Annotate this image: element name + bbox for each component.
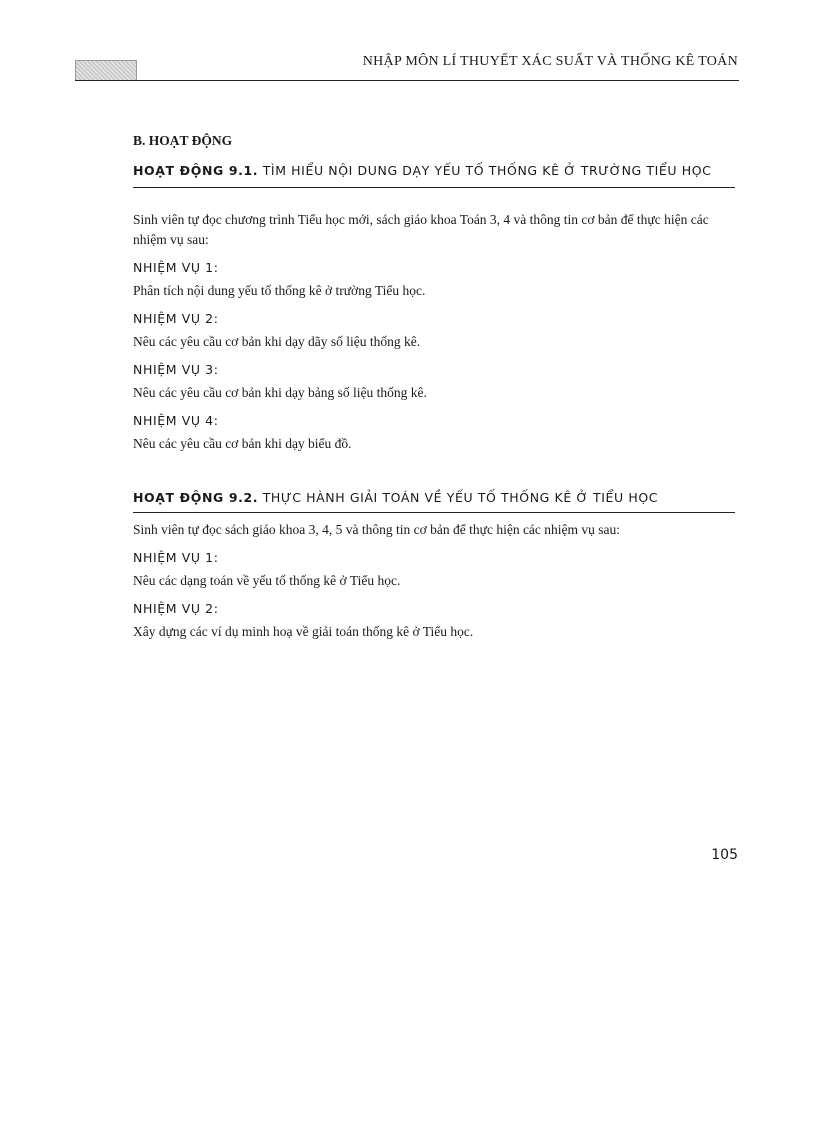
task-text: Nêu các yêu cầu cơ bản khi dạy dãy số liệu thống kê. — [133, 334, 421, 349]
task-label: NHIỆM VỤ 2: — [133, 311, 219, 326]
activity-intro-1: Sinh viên tự đọc chương trình Tiểu học mới, sách giáo khoa Toán 3, 4 và thông tin cơ bản để thực hiện các nhiệm vụ sau: — [133, 212, 709, 247]
task-label: NHIỆM VỤ 1: — [133, 550, 219, 565]
running-header: NHẬP MÔN LÍ THUYẾT XÁC SUẤT VÀ THỐNG KÊ TOÁN — [362, 54, 738, 69]
task-text: Nêu các dạng toán về yếu tố thống kê ở Tiểu học. — [133, 573, 401, 588]
task-label: NHIỆM VỤ 1: — [133, 260, 219, 275]
task-label: NHIỆM VỤ 2: — [133, 601, 219, 616]
task-label: NHIỆM VỤ 3: — [133, 362, 219, 377]
activity-rule-2 — [133, 512, 735, 513]
activity-title: TÌM HIỂU NỘI DUNG DẠY YẾU TỐ THỐNG KÊ Ở TRƯỜNG TIỂU HỌC — [262, 163, 712, 178]
header-decor-block — [75, 60, 137, 81]
activity-rule-1 — [133, 187, 735, 188]
section-title: B. HOẠT ĐỘNG — [133, 133, 233, 148]
task-text: Phân tích nội dung yếu tố thống kê ở trường Tiểu học. — [133, 283, 426, 298]
activity-label: HOẠT ĐỘNG 9.2. — [133, 490, 259, 505]
task-label: NHIỆM VỤ 4: — [133, 413, 219, 428]
activity-intro-2: Sinh viên tự đọc sách giáo khoa 3, 4, 5 và thông tin cơ bản để thực hiện các nhiệm vụ sau: — [133, 522, 621, 537]
task-text: Nêu các yêu cầu cơ bản khi dạy bảng số liệu thống kê. — [133, 385, 427, 400]
task-text: Nêu các yêu cầu cơ bản khi dạy biểu đồ. — [133, 436, 352, 451]
activity-title: THỰC HÀNH GIẢI TOÁN VỀ YẾU TỐ THỐNG KÊ Ở TIỂU HỌC — [262, 490, 659, 505]
activity-label: HOẠT ĐỘNG 9.1. — [133, 163, 259, 178]
page-number: 105 — [711, 847, 738, 863]
header-rule — [75, 80, 739, 81]
activity-heading-2 — [133, 488, 739, 508]
task-text: Xây dựng các ví dụ minh hoạ về giải toán thống kê ở Tiểu học. — [133, 624, 474, 639]
activity-heading-1 — [133, 161, 739, 181]
